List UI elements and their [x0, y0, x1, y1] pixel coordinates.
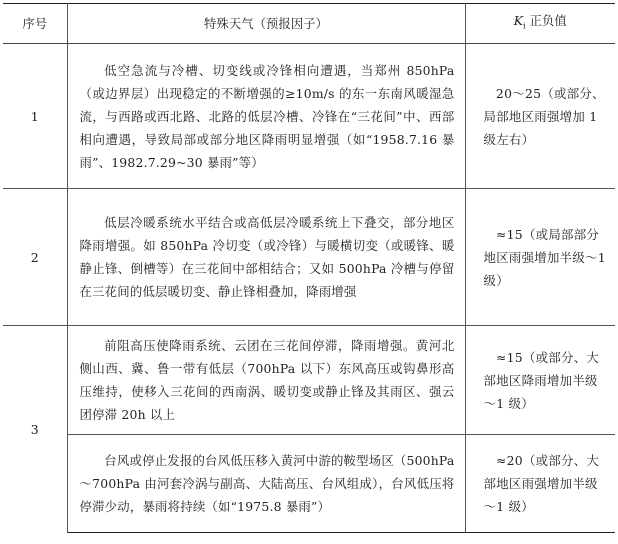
header-ki-value: [465, 4, 615, 44]
header-serial-number: 序号: [3, 4, 67, 44]
table-row: [3, 189, 615, 326]
row-ki-value: ≈20（或部分、大部地区雨强增加半级～1 级）: [465, 435, 615, 533]
row-weather-description: 低空急流与冷槽、切变线或冷锋相向遭遇，当郑州 850hPa（或边界层）出现稳定的不断增强的≥10m/s 的东一东南风暖湿急流，与西路或西北路、北路的低层冷槽、冷锋在“三花间”中、西部相向遭遇，导致局部或部分地区降雨明显增强（如“1958.7.16 暴雨”、1982.7.29~30 暴雨”等）: [67, 44, 465, 189]
row-serial-number: 3: [3, 326, 67, 533]
row-serial-number: 1: [3, 44, 67, 189]
row-ki-value: 20～25（或部分、局部地区雨强增加 1 级左右）: [465, 44, 615, 189]
table-row: [3, 326, 615, 435]
header-special-weather: 特殊天气（预报因子）: [67, 4, 465, 44]
special-weather-table: [3, 3, 615, 533]
ki-label: 正负值: [525, 13, 567, 29]
ki-subscript: i: [523, 21, 526, 31]
row-serial-number: 2: [3, 189, 67, 326]
row-weather-description: 低层冷暖系统水平结合或高低层冷暖系统上下叠交，部分地区降雨增强。如 850hPa 冷切变（或冷锋）与暖横切变（或暖锋、暖静止锋、倒槽等）在三花间中部相结合；又如 500hPa 冷槽与停留在三花间的低层暖切变、静止锋相叠加，降雨增强: [67, 189, 465, 326]
row-ki-value: ≈15（或部分、大部地区降雨增加半级～1 级）: [465, 326, 615, 435]
table-row: [3, 435, 615, 533]
row-ki-value: ≈15（或局部部分地区雨强增加半级～1 级）: [465, 189, 615, 326]
row-weather-description: 前阻高压使降雨系统、云团在三花间停滞，降雨增强。黄河北侧山西、冀、鲁一带有低层（700hPa 以下）东风高压或钩鼻形高压维持，使移入三花间的西南涡、暖切变或静止锋及其雨区、强云团停滞 20h 以上: [67, 326, 465, 435]
row-weather-description: 台风或停止发报的台风低压移入黄河中游的鞍型场区（500hPa～700hPa 由河套冷涡与副高、大陆高压、台风组成），台风低压将停滞少动，暴雨将持续（如“1975.8 暴雨”）: [67, 435, 465, 533]
table-header-row: [3, 4, 615, 44]
table-row: [3, 44, 615, 189]
ki-symbol: K: [513, 13, 524, 29]
